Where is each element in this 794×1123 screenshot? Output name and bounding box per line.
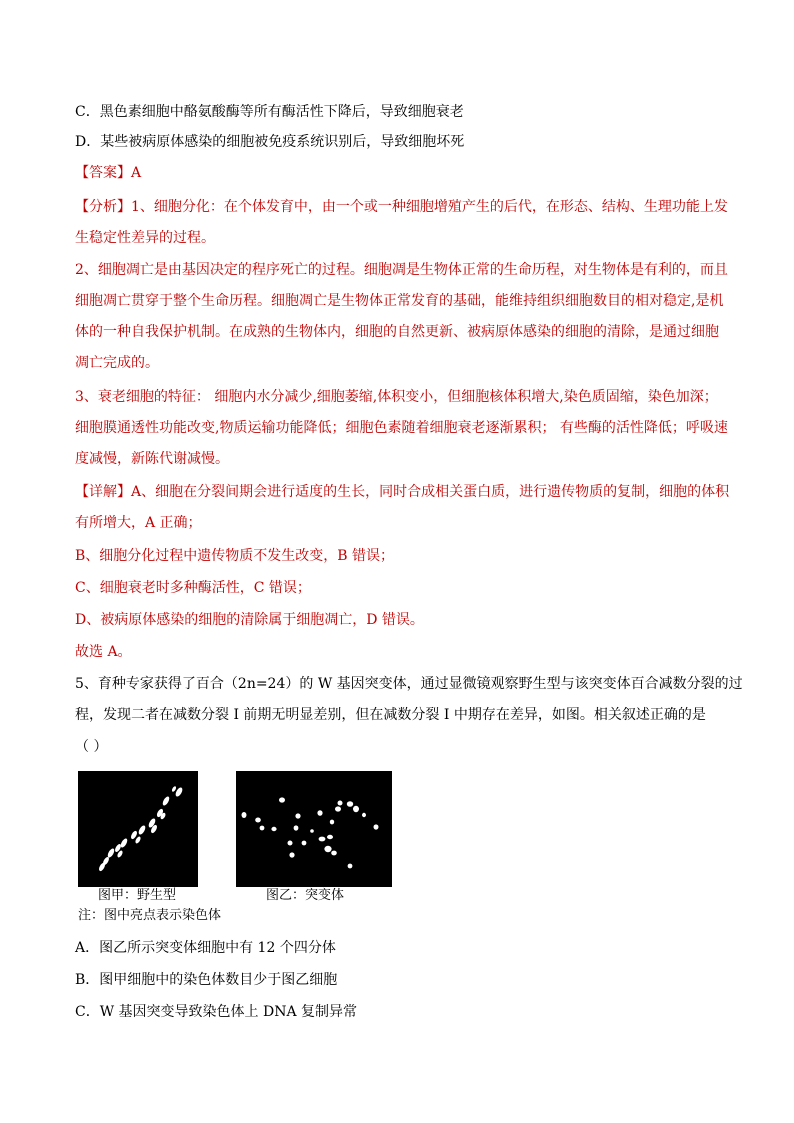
q5-option-a: A．图乙所示突变体细胞中有 12 个四分体 — [75, 940, 336, 956]
chromosome-dot — [242, 812, 247, 818]
chromosome-dot — [294, 825, 299, 830]
detail-choose: 故选 A。 — [75, 644, 132, 660]
chromosome-dot — [137, 824, 146, 835]
q5-stem-l3: （ ） — [75, 739, 108, 755]
detail-l5: D、被病原体感染的细胞的清除属于细胞凋亡，D 错误。 — [75, 612, 424, 628]
detail-l3: B、细胞分化过程中遗传物质不发生改变，B 错误； — [75, 548, 395, 564]
analysis-p3-l3: 度减慢，新陈代谢减慢。 — [75, 451, 229, 467]
analysis-p2-l1: 2、细胞凋亡是由基因决定的程序死亡的过程。细胞凋是生物体正常的生命历程，对生物体是有利的，而且 — [75, 262, 728, 278]
chromosome-dot — [331, 851, 337, 856]
analysis-line-1 — [75, 197, 728, 217]
chromosome-dot — [335, 806, 341, 811]
q5-option-c: C．W 基因突变导致染色体上 DNA 复制异常 — [75, 1004, 358, 1020]
analysis-p3-l2: 细胞膜通透性功能改变,物质运输功能降低；细胞色素随着细胞衰老逐渐累积； 有些酶的活性降低；呼吸速 — [75, 420, 728, 436]
analysis-p1-l1: 1、细胞分化：在个体发育中，由一个或一种细胞增殖产生的后代，在形态、结构、生理功能上发 — [131, 199, 728, 215]
chromosome-dot — [327, 835, 333, 839]
figure-mutant-image — [236, 771, 392, 887]
chromosome-dot — [353, 806, 359, 812]
chromosome-dot — [338, 801, 343, 806]
chromosome-dot — [348, 864, 353, 869]
figure-wild-type-caption: 图甲：野生型 — [98, 888, 177, 903]
chromosome-dot — [362, 813, 366, 817]
chromosome-dot — [295, 813, 300, 818]
analysis-tag: 【分析】 — [75, 199, 131, 215]
chromosome-dot — [324, 846, 331, 852]
answer-value: A — [131, 165, 142, 181]
answer-line — [75, 163, 725, 183]
analysis-p3-l1: 3、衰老细胞的特征： 细胞内水分减少,细胞萎缩,体积变小，但细胞核体积增大,染色质固缩，染色加深； — [75, 389, 718, 405]
answer-tag: 【答案】 — [75, 165, 131, 181]
analysis-p1-l2: 生稳定性差异的过程。 — [75, 230, 215, 246]
chromosome-dot — [302, 841, 307, 846]
figure-note: 注：图中亮点表示染色体 — [78, 908, 222, 923]
chromosome-dot — [134, 836, 141, 845]
chromosome-dot — [288, 841, 293, 846]
chromosome-dot — [330, 820, 334, 825]
chromosome-dot — [319, 837, 326, 842]
detail-tag: 【详解】 — [75, 484, 131, 500]
chromosome-dot — [171, 786, 177, 793]
figure-mutant-svg — [236, 771, 392, 887]
q5-stem-l1: 5、育种专家获得了百合（2n=24）的 W 基因突变体，通过显微镜观察野生型与该突变体百合减数分裂的过 — [75, 676, 743, 692]
chromosome-dot — [289, 852, 294, 857]
chromosome-dot — [260, 826, 265, 831]
chromosome-dot — [161, 795, 170, 806]
analysis-p2-l3: 体的一种自我保护机制。在成熟的生物体内，细胞的自然更新、被病原体感染的细胞的清除，是通过细胞 — [75, 324, 719, 340]
detail-line-1 — [75, 482, 730, 502]
chromosome-dot — [317, 810, 322, 816]
detail-l2: 有所增大，A 正确； — [75, 515, 202, 531]
figure-wild-type-svg — [78, 771, 198, 887]
figure-mutant-caption: 图乙：突变体 — [266, 888, 345, 903]
q5-option-b: B．图甲细胞中的染色体数目少于图乙细胞 — [75, 972, 338, 988]
figure-wild-type-image — [78, 771, 198, 887]
chromosome-dot — [271, 827, 276, 831]
analysis-p2-l4: 凋亡完成的。 — [75, 355, 159, 371]
option-c-top: C．黑色素细胞中酪氨酸酶等所有酶活性下降后，导致细胞衰老 — [75, 104, 464, 120]
chromosome-dot — [279, 797, 285, 802]
chromosome-dot — [310, 829, 314, 833]
detail-l4: C、细胞衰老时多种酶活性，C 错误； — [75, 580, 311, 596]
q5-stem-l2: 程，发现二者在减数分裂 I 前期无明显差别，但在减数分裂 I 中期存在差异，如图。相关叙述正确的是 — [75, 707, 706, 723]
detail-l1: A、细胞在分裂间期会进行适度的生长，同时合成相关蛋白质，进行遗传物质的复制，细胞的体积 — [131, 484, 730, 500]
chromosome-dot — [106, 847, 115, 858]
chromosome-dot — [347, 801, 353, 807]
chromosome-dot — [374, 824, 379, 829]
analysis-p2-l2: 细胞凋亡贯穿于整个生命历程。细胞凋亡是生物体正常发育的基础，能维持组织细胞数目的相对稳定,是机 — [75, 293, 724, 309]
chromosome-dot — [255, 818, 261, 823]
option-d-top: D．某些被病原体感染的细胞被免疫系统识别后，导致细胞坏死 — [75, 134, 465, 150]
